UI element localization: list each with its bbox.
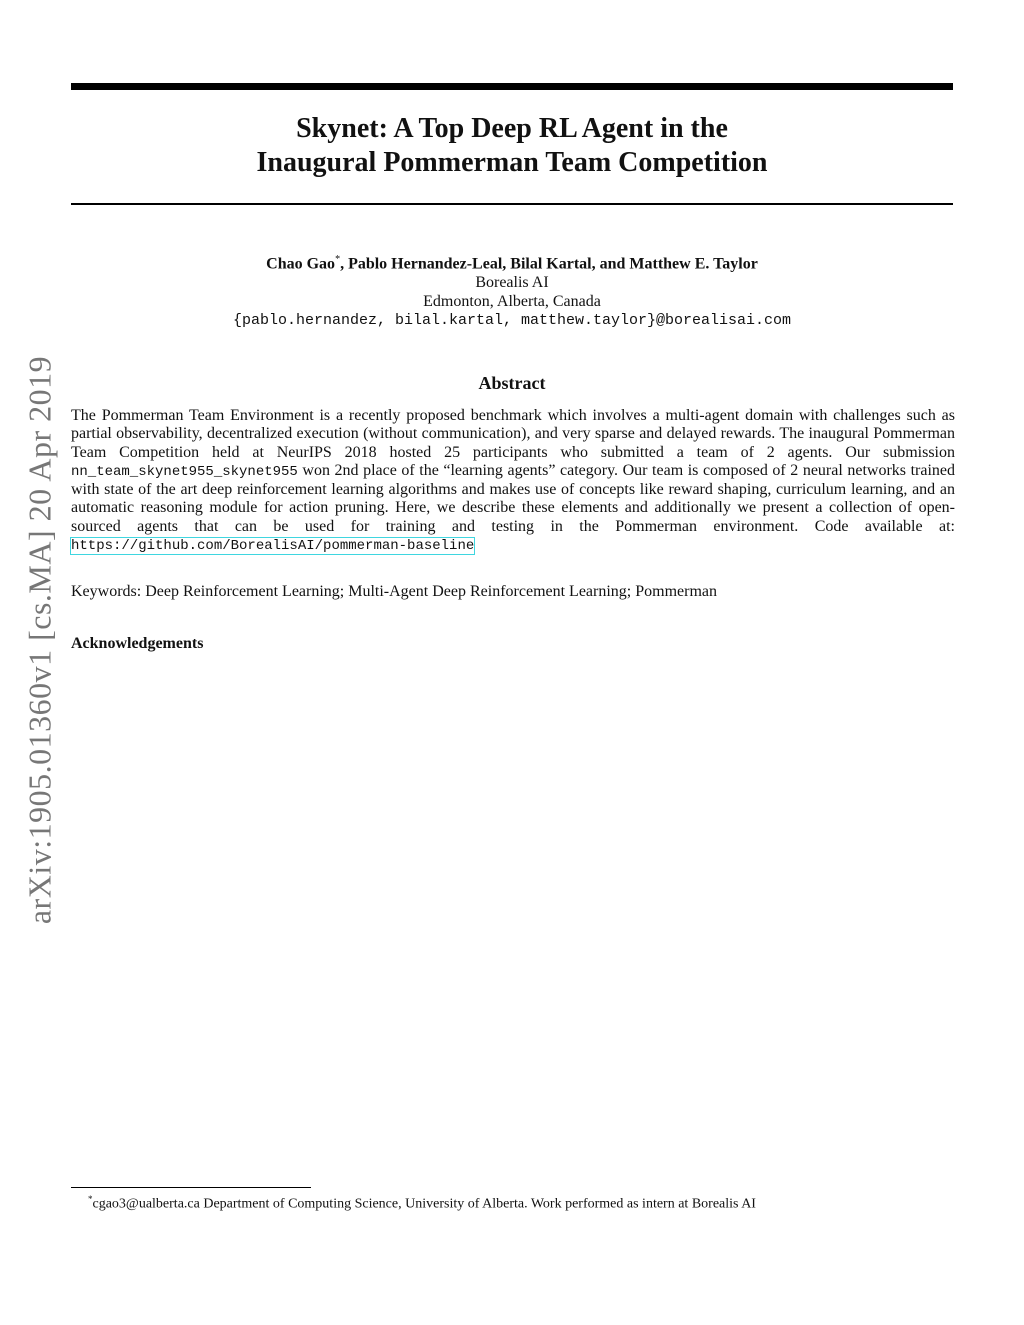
abstract-text-2: won 2nd place of the “learning agents” category. Our team is composed of 2 neural networks trained with state of the art deep reinforcement learning algorithms and makes use of concepts like reward shaping, curriculum learning, and an automatic reasoning module for action pruning. Here, we describe these elements and additionally we present a collection of open-sourced agents that can be used for training and testing in the Pommerman environment. Code available at: (71, 461, 956, 535)
author-names: Chao Gao*, Pablo Hernandez-Leal, Bilal Kartal, and Matthew E. Taylor (266, 254, 758, 273)
footnote-rule (71, 1187, 311, 1188)
author-emails: {pablo.hernandez, bilal.kartal, matthew.taylor}@borealisai.com (232, 312, 792, 330)
footnote-marker: * (88, 1194, 93, 1204)
abstract-body (71, 407, 955, 555)
abstract-heading: Abstract (478, 373, 546, 393)
title-line-1: Skynet: A Top Deep RL Agent in the (296, 113, 728, 144)
footnote (88, 1190, 756, 1214)
arxiv-stamp: arXiv:1905.01360v1 [cs.MA] 20 Apr 2019 (21, 355, 58, 925)
other-authors: Pablo Hernandez-Leal, Bilal Kartal, and Matthew E. Taylor (348, 255, 758, 273)
title-rule (71, 203, 953, 205)
title-line-2: Inaugural Pommerman Team Competition (256, 147, 768, 178)
affiliation: Borealis AI (475, 274, 549, 292)
keywords: Keywords: Deep Reinforcement Learning; Multi-Agent Deep Reinforcement Learning; Pommerman (71, 583, 718, 600)
location: Edmonton, Alberta, Canada (423, 293, 601, 311)
author-block (71, 250, 953, 330)
submission-name: nn_team_skynet955_skynet955 (71, 463, 298, 480)
footnote-mark: * (335, 254, 341, 265)
code-link[interactable]: https://github.com/BorealisAI/pommerman-baseline (71, 538, 475, 555)
top-rule (71, 83, 953, 90)
footnote-text: cgao3@ualberta.ca Department of Computing Science, University of Alberta. Work performed as intern at Borealis AI (92, 1196, 756, 1212)
paper-title (71, 112, 953, 180)
acknowledgements-heading: Acknowledgements (71, 635, 204, 652)
abstract-text-1: The Pommerman Team Environment is a recently proposed benchmark which involves a multi-agent domain with challenges such as partial observability, decentralized execution (without communication), and very sparse and delayed rewards. The inaugural Pommerman Team Competition held at NeurIPS 2018 hosted 25 participants who submitted a team of 2 agents. Our submission (71, 407, 955, 461)
first-author: Chao Gao (266, 255, 336, 273)
